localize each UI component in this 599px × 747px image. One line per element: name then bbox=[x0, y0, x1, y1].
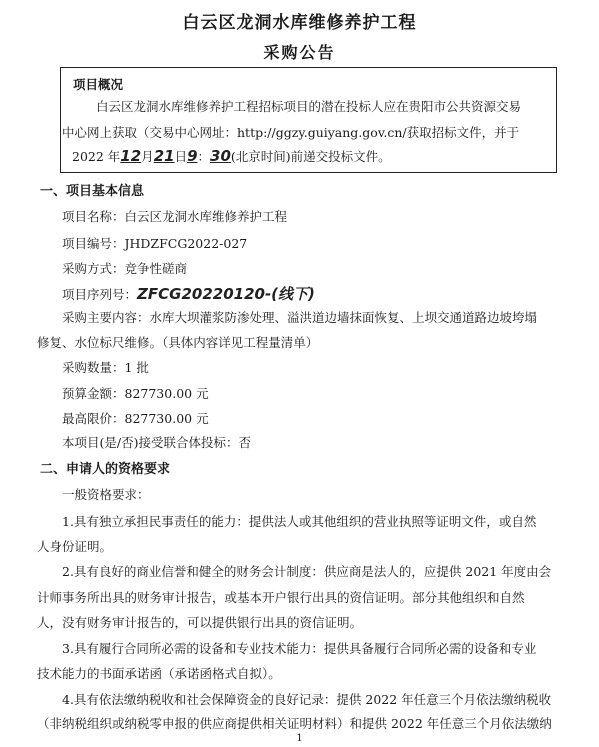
requirement-3-line-1: 3.具有履行合同所必需的设备和专业技术能力：提供具备履行合同所必需的设备和专业 bbox=[62, 641, 537, 656]
requirement-2-line-1: 2.具有良好的商业信誉和健全的财务会计制度：供应商是法人的，应提供 2021 年度由会 bbox=[62, 564, 552, 579]
deadline-minute-handwritten: 30 bbox=[210, 147, 231, 165]
overview-line-1: 白云区龙洞水库维修养护工程招标项目的潜在投标人应在贵阳市公共资源交易 bbox=[96, 99, 522, 114]
requirement-1-line-1: 1.具有独立承担民事责任的能力：提供法人或其他组织的营业执照等证明文件，或自然 bbox=[62, 514, 537, 529]
document-title: 白云区龙洞水库维修养护工程 bbox=[182, 13, 417, 33]
project-name: 项目名称：白云区龙洞水库维修养护工程 bbox=[62, 209, 288, 224]
procurement-method: 采购方式：竞争性磋商 bbox=[62, 261, 188, 276]
procurement-content-line-2: 修复、水位标尺维修。（具体内容详见工程量清单） bbox=[37, 335, 319, 350]
procurement-content-line-1: 采购主要内容：水库大坝灌浆防渗处理、溢洪道边墙抹面恢复、上坝交通道路边坡垮塌 bbox=[62, 310, 538, 325]
project-number: 项目编号：JHDZFCG2022-027 bbox=[62, 236, 248, 251]
max-price: 最高限价：827730.00 元 bbox=[62, 411, 209, 426]
requirement-1-line-2: 人身份证明。 bbox=[37, 539, 113, 554]
general-requirements-heading: 一般资格要求： bbox=[62, 487, 150, 502]
deadline-suffix: (北京时间)前递交投标文件。 bbox=[230, 149, 391, 164]
serial-label: 项目序列号： bbox=[62, 287, 138, 302]
page-number: 1 bbox=[296, 733, 303, 744]
deadline-month-handwritten: 12 bbox=[120, 147, 142, 165]
overview-line-3 bbox=[72, 147, 391, 165]
overview-heading: 项目概况 bbox=[73, 77, 124, 92]
consortium-bid: 本项目(是/否)接受联合体投标：否 bbox=[62, 435, 251, 450]
deadline-year: 2022 年 bbox=[72, 149, 121, 164]
requirement-4-line-2: （非纳税组织或纳税零申报的供应商提供相关证明材料）和提供 2022 年任意三个月依法缴纳 bbox=[37, 716, 552, 731]
requirement-3-line-2: 技术能力的书面承诺函（承诺函格式自拟）。 bbox=[37, 666, 281, 681]
document-subtitle: 采购公告 bbox=[263, 43, 336, 62]
deadline-colon: ： bbox=[197, 149, 211, 164]
procurement-quantity: 采购数量：1 批 bbox=[62, 360, 149, 375]
requirement-2-line-3: 人，没有财务审计报告的，可以提供银行出具的资信证明。 bbox=[37, 615, 363, 630]
deadline-day-handwritten: 21 bbox=[153, 147, 175, 165]
section-1-heading: 一、项目基本信息 bbox=[40, 184, 145, 199]
project-serial bbox=[62, 283, 315, 304]
overview-line-2: 中心网上获取（交易中心网址：http://ggzy.guiyang.gov.cn/获取招标文件，并于 bbox=[62, 125, 520, 140]
deadline-hour-handwritten: 9 bbox=[187, 147, 198, 165]
budget-amount: 预算金额：827730.00 元 bbox=[62, 386, 209, 401]
deadline-day-suffix: 日 bbox=[174, 149, 188, 164]
serial-handwritten: ZFCG20220120-(线下) bbox=[137, 285, 315, 303]
requirement-2-line-2: 计师事务所出具的财务审计报告，或基本开户银行出具的资信证明。部分其他组织和自然 bbox=[37, 590, 525, 605]
section-2-heading: 二、申请人的资格要求 bbox=[40, 462, 171, 477]
requirement-4-line-1: 4.具有依法缴纳税收和社会保障资金的良好记录：提供 2022 年任意三个月依法缴纳税收 bbox=[62, 692, 552, 707]
deadline-month-suffix: 月 bbox=[141, 149, 154, 164]
